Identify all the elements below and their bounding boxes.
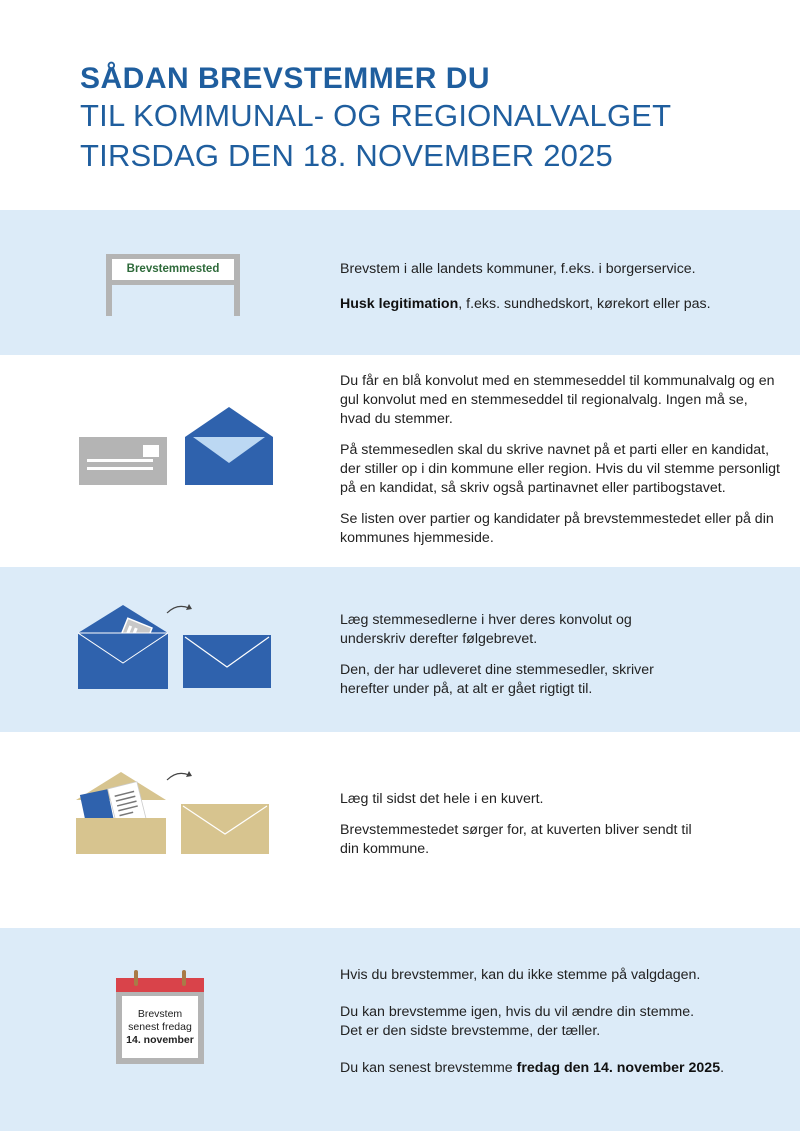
blue-envelope-closed-icon: [183, 635, 271, 688]
ballots-paragraph-3: Se listen over partier og kandidater på brevstemmestedet eller på din kommunes hjemmeside.: [340, 511, 774, 546]
section-deadline: [0, 928, 800, 1131]
deadline-post: .: [720, 1060, 725, 1076]
arrow-icon: [165, 768, 193, 782]
election-date: TIRSDAG DEN 18. NOVEMBER 2025: [80, 138, 613, 173]
outer-envelope-paragraph-1: Læg til sidst det hele i en kuvert.: [340, 791, 544, 807]
section-envelopes: [0, 567, 800, 732]
section-where: [0, 210, 800, 355]
header: [80, 62, 671, 176]
deadline-pre: Du kan senest brevstemme: [340, 1060, 517, 1076]
sign-label: Brevstemmested: [126, 263, 220, 275]
id-card-icon: [79, 437, 167, 485]
section-envelopes-text: [340, 611, 700, 711]
section-outer-envelope: [0, 732, 800, 928]
section-where-text: [340, 260, 780, 326]
deadline-paragraph-2: [340, 1003, 780, 1041]
calendar-text: [122, 1008, 198, 1047]
outer-envelope-paragraph-2: Brevstemmestedet sørger for, at kuverten bliver sendt til din kommune.: [340, 822, 692, 857]
yellow-envelope-closed-icon: [181, 804, 269, 854]
id-paragraph: [340, 295, 780, 314]
deadline-paragraph-1: Hvis du brevstemmer, kan du ikke stemme på valgdagen.: [340, 967, 701, 983]
deadline-paragraph-3: [340, 1059, 780, 1078]
id-bold: Husk legitimation: [340, 296, 459, 312]
section-deadline-text: [340, 966, 780, 1090]
id-rest: , f.eks. sundhedskort, kørekort eller pas.: [458, 296, 711, 312]
section-ballots: [0, 355, 800, 567]
page-title: SÅDAN BREVSTEMMER DU: [80, 62, 491, 95]
arrow-icon: [165, 601, 193, 615]
blue-envelope-open-icon: [185, 407, 273, 485]
envelopes-paragraph-2: Den, der har udleveret dine stemmesedler, skriver herefter under på, at alt er gået rigtigt til.: [340, 662, 654, 697]
ballots-paragraph-1: Du får en blå konvolut med en stemmeseddel til kommunalvalg og en gul konvolut med en stemmeseddel til regionalvalg. Ingen må se, hvad du stemmer.: [340, 373, 775, 427]
calendar-line-2: senest fredag: [128, 1021, 192, 1033]
where-paragraph: Brevstem i alle landets kommuner, f.eks. i borgerservice.: [340, 261, 696, 277]
calendar-line-1: Brevstem: [137, 1008, 183, 1020]
deadline-paragraph-2a: Du kan brevstemme igen, hvis du vil ændre din stemme.: [340, 1004, 695, 1020]
deadline-bold: fredag den 14. november 2025: [516, 1060, 721, 1076]
deadline-paragraph-2b: Det er den sidste brevstemme, der tæller.: [340, 1023, 601, 1039]
calendar-date: 14. november: [126, 1034, 194, 1046]
section-outer-envelope-text: [340, 790, 700, 871]
ballots-paragraph-2: På stemmesedlen skal du skrive navnet på et parti eller en kandidat, der stiller op i din kommune eller region. Hvis du vil stemme personligt på en kandidat, så skriv også partinavnet eller partibogstavet.: [340, 442, 780, 496]
section-ballots-text: [340, 372, 780, 560]
envelopes-paragraph-1: Læg stemmesedlerne i hver deres konvolut og underskriv derefter følgebrevet.: [340, 612, 632, 647]
outer-envelope-with-contents-icon: [76, 772, 166, 854]
page-subtitle: TIL KOMMUNAL- OG REGIONALVALGET: [80, 98, 672, 133]
envelope-with-ballot-icon: [78, 605, 168, 689]
